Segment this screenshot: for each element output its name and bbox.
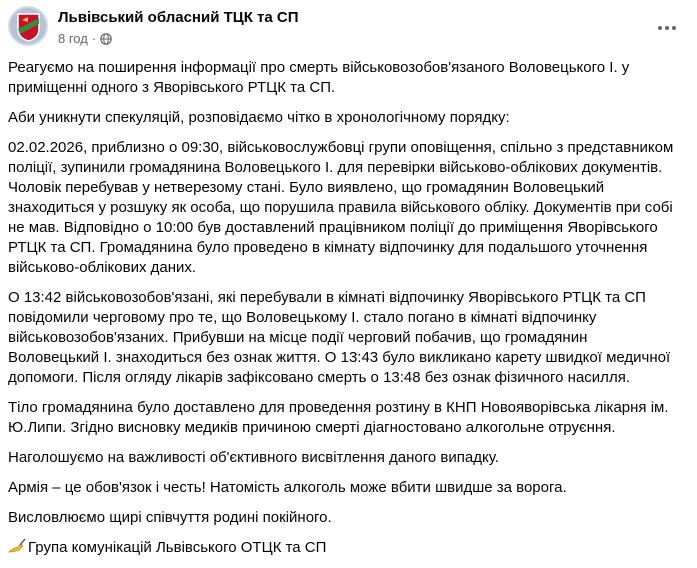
paragraph-line: Реагуємо на поширення інформації про смерть військовозобов'язаного Воловецького І. у <box>8 59 630 76</box>
more-dot <box>672 26 676 30</box>
paragraph-line: О 13:42 військовозобов'язані, які перебували в кімнаті відпочинку Яворівського РТЦК та СП <box>8 289 646 306</box>
paragraph-line: Аби уникнути спекуляцій, розповідаємо чітко в хронологічному порядку: <box>8 109 510 126</box>
post-body <box>8 58 697 568</box>
page-name-link[interactable]: Львівський обласний ТЦК та СП <box>58 9 299 26</box>
paragraph-line: не мав. Відповідно о 10:00 був доставлений працівником поліції до приміщення Яворівського <box>8 219 658 236</box>
paragraph-line: військово-облікових даних. <box>8 259 197 276</box>
more-horizontal-icon <box>658 26 662 30</box>
page-avatar[interactable] <box>8 6 48 46</box>
paragraph-line: знаходиться у розшуку як особа, що порушила правила військового обліку. Документів при собі <box>8 199 673 216</box>
post-meta <box>58 31 112 46</box>
paragraph-line: Висловлюємо щирі співчуття родині покійного. <box>8 509 332 526</box>
paragraph-line: повідомили черговому про те, що Воловецькому І. стало погано в кімнаті відпочинку <box>8 309 597 326</box>
post-paragraph <box>8 448 697 468</box>
meta-separator: · <box>91 31 97 46</box>
post-paragraph <box>8 288 697 388</box>
paragraph-line: приміщенні одного з Яворівського РТЦК та СП. <box>8 79 336 96</box>
post-paragraph <box>8 108 697 128</box>
post-paragraph <box>8 58 697 98</box>
post-paragraph <box>8 478 697 498</box>
post-paragraph <box>8 138 697 278</box>
paragraph-line: військовозобов'язаних. Прибувши на місце події черговий побачив, що громадянин <box>8 329 588 346</box>
coat-of-arms-icon <box>16 12 41 42</box>
paragraph-line: Ю.Липи. Згідно висновку медиків причиною смерті діагностовано алкогольне отруєння. <box>8 419 616 436</box>
globe-icon <box>100 33 112 45</box>
paragraph-line: Наголошуємо на важливості об'єктивного висвітлення даного випадку. <box>8 449 499 466</box>
paragraph-line: допомоги. Після огляду лікарів зафіксовано смерть о 13:48 без ознак фізичного насилля. <box>8 369 630 386</box>
more-options-button[interactable] <box>655 16 679 40</box>
paragraph-line: Воловецький І. знаходиться без ознак життя. О 13:43 було викликано карету швидкої медичної <box>8 349 671 366</box>
signature-line <box>8 538 697 558</box>
more-dot <box>665 26 669 30</box>
signature-text: Група комунікацій Львівського ОТЦК та СП <box>28 539 327 556</box>
post-paragraph <box>8 398 697 438</box>
paragraph-line: Чоловік перебував у нетверезому стані. Було виявлено, що громадянин Воловецький <box>8 179 605 196</box>
paragraph-line: РТЦК та СП. Громадянина було проведено в кімнату відпочинку для подальшого уточнення <box>8 239 648 256</box>
post-paragraph <box>8 508 697 528</box>
paragraph-line: Армія – це обов'язок і честь! Натомість алкоголь може вбити швидше за ворога. <box>8 479 567 496</box>
paragraph-line: Тіло громадянина було доставлено для проведення розтину в КНП Новояворівська лікарня ім. <box>8 399 669 416</box>
paragraph-line: поліції, зупинили громадянина Воловецького І. для перевірки військово-облікових документів. <box>8 159 663 176</box>
post-header <box>8 6 689 52</box>
paragraph-line: 02.02.2026, приблизно о 09:30, військовослужбовці групи оповіщення, спільно з представником <box>8 139 674 156</box>
post-time[interactable]: 8 год <box>58 31 88 46</box>
